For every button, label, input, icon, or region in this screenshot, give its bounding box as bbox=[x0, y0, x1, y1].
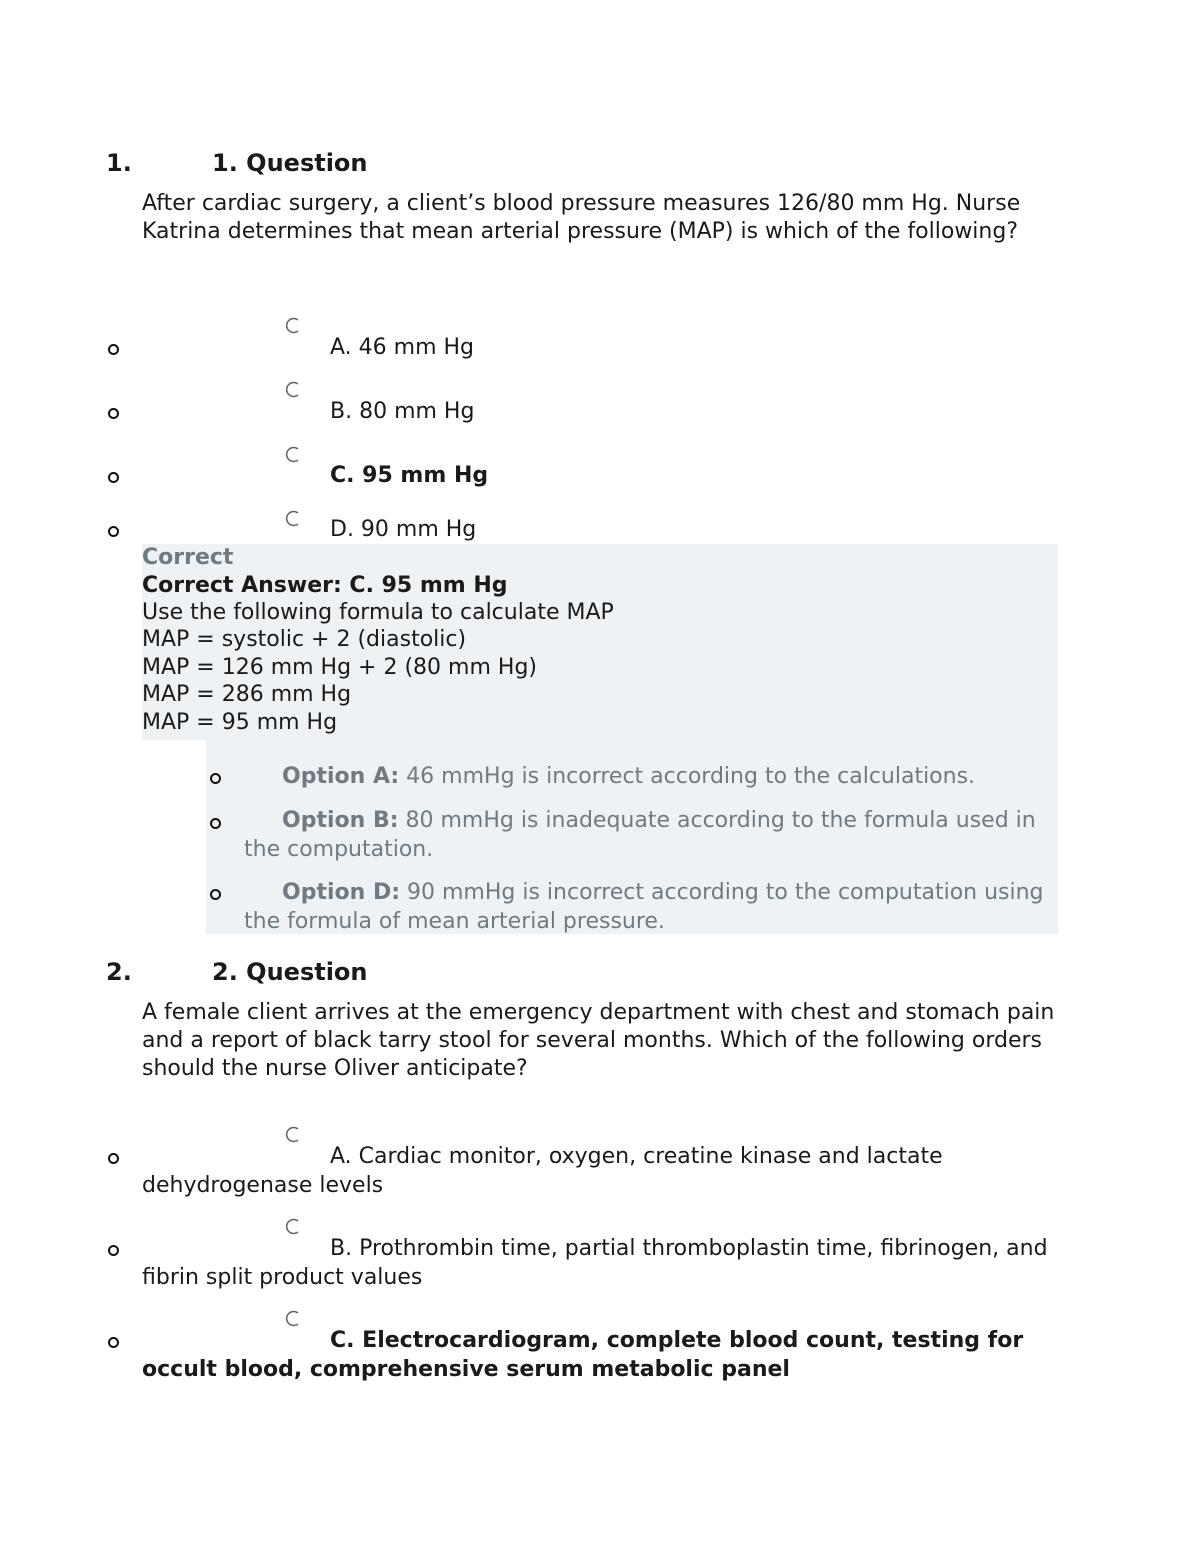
list-bullet-icon bbox=[108, 1245, 119, 1256]
list-bullet-icon bbox=[108, 472, 119, 483]
radio-button-icon[interactable] bbox=[284, 446, 302, 464]
explanation-label: Option B: bbox=[282, 808, 399, 833]
correct-answer: Correct Answer: C. 95 mm Hg bbox=[142, 573, 508, 598]
list-bullet-icon bbox=[108, 344, 119, 355]
explanation-option-b bbox=[244, 806, 1044, 864]
list-bullet-icon bbox=[108, 408, 119, 419]
formula-line: MAP = 126 mm Hg + 2 (80 mm Hg) bbox=[142, 655, 537, 680]
list-bullet-icon bbox=[210, 773, 221, 784]
feedback-status: Correct bbox=[142, 545, 234, 570]
question-1-text: After cardiac surgery, a client’s blood pressure measures 126/80 mm Hg. Nurse Katrina determines that mean arterial pressure (MAP) is which of the following? bbox=[142, 191, 1021, 244]
list-bullet-icon bbox=[108, 1153, 119, 1164]
explanation-label: Option A: bbox=[282, 764, 400, 789]
list-bullet-icon bbox=[210, 818, 221, 829]
radio-button-icon[interactable] bbox=[284, 317, 302, 335]
explanation-text: 90 mmHg is incorrect according to the computation using the formula of mean arterial pressure. bbox=[244, 880, 1044, 934]
explanation-label: Option D: bbox=[282, 880, 401, 905]
formula-line: MAP = 286 mm Hg bbox=[142, 682, 352, 707]
question-1-option-b[interactable]: B. 80 mm Hg bbox=[330, 399, 475, 424]
formula-line: MAP = systolic + 2 (diastolic) bbox=[142, 627, 467, 652]
explanation-option-a bbox=[244, 762, 1044, 791]
list-bullet-icon bbox=[108, 1337, 119, 1348]
question-2-option-b[interactable]: B. Prothrombin time, partial thromboplastin time, fibrinogen, and fibrin split product values bbox=[142, 1236, 1048, 1290]
list-bullet-icon bbox=[108, 526, 119, 537]
question-1-option-a[interactable]: A. 46 mm Hg bbox=[330, 335, 474, 360]
question-1-option-d[interactable]: D. 90 mm Hg bbox=[330, 517, 477, 542]
question-2-text: A female client arrives at the emergency department with chest and stomach pain and a report of black tarry stool for several months. Which of the following orders should the nurse Oliver anticipate? bbox=[142, 1000, 1055, 1081]
question-1-option-c[interactable]: C. 95 mm Hg bbox=[330, 463, 489, 488]
question-1-title: 1. Question bbox=[212, 149, 368, 177]
formula-result: MAP = 95 mm Hg bbox=[142, 710, 338, 735]
question-1-number: 1. bbox=[106, 149, 132, 177]
explanation-text: 80 mmHg is inadequate according to the formula used in the computation. bbox=[244, 808, 1036, 862]
question-2-option-c[interactable]: C. Electrocardiogram, complete blood count, testing for occult blood, comprehensive serum metabolic panel bbox=[142, 1328, 1024, 1382]
formula-intro: Use the following formula to calculate MAP bbox=[142, 600, 614, 625]
question-2-option-a[interactable]: A. Cardiac monitor, oxygen, creatine kinase and lactate dehydrogenase levels bbox=[142, 1144, 943, 1198]
radio-button-icon[interactable] bbox=[284, 381, 302, 399]
radio-button-icon[interactable] bbox=[284, 510, 302, 528]
question-2-number: 2. bbox=[106, 958, 132, 986]
explanation-text: 46 mmHg is incorrect according to the calculations. bbox=[399, 764, 976, 789]
list-bullet-icon bbox=[210, 889, 221, 900]
question-2-title: 2. Question bbox=[212, 958, 368, 986]
explanation-option-d bbox=[244, 878, 1044, 936]
